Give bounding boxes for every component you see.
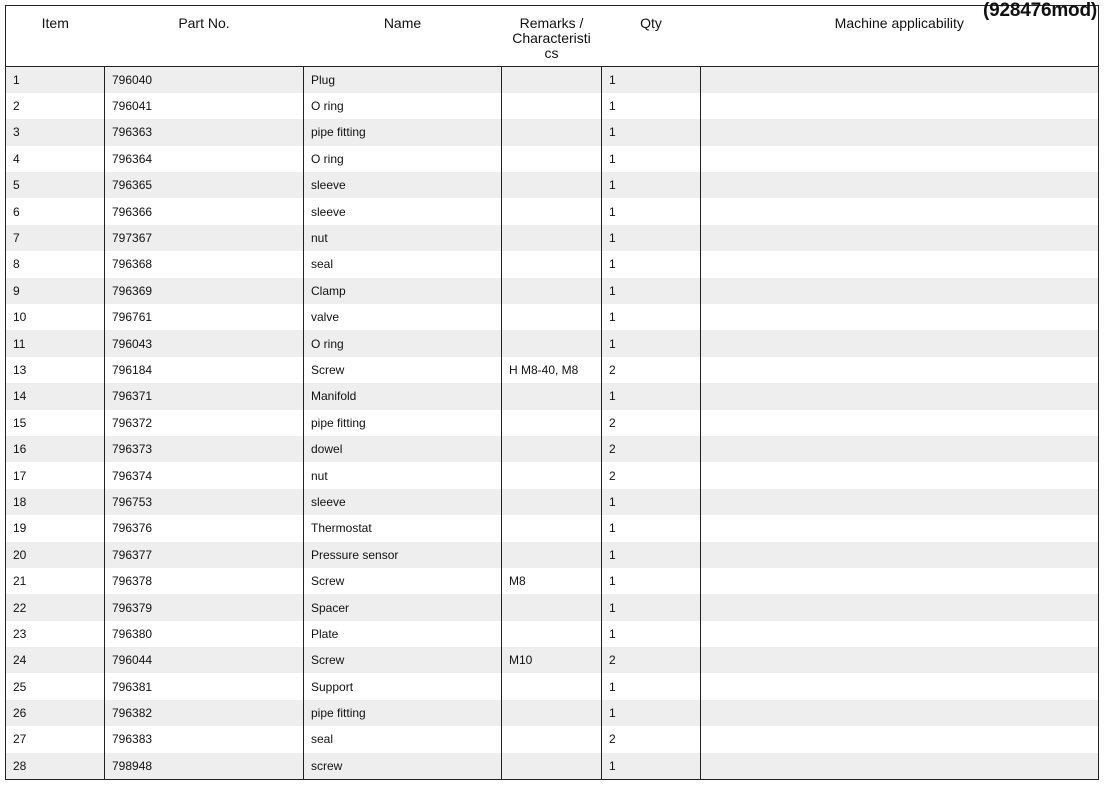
table-row bbox=[6, 410, 1099, 436]
machine-applicability-cell bbox=[701, 594, 1099, 620]
header-row bbox=[6, 6, 1099, 67]
qty-cell: 1 bbox=[602, 568, 701, 594]
remarks-cell bbox=[502, 594, 602, 620]
column-header-qty: Qty bbox=[602, 6, 701, 67]
machine-applicability-cell bbox=[701, 67, 1099, 93]
part-no-cell: 796041 bbox=[105, 93, 304, 119]
machine-applicability-cell bbox=[701, 568, 1099, 594]
qty-cell: 1 bbox=[602, 225, 701, 251]
part-no-cell: 796380 bbox=[105, 621, 304, 647]
name-cell: Clamp bbox=[304, 278, 502, 304]
qty-cell: 1 bbox=[602, 700, 701, 726]
qty-cell: 1 bbox=[602, 146, 701, 172]
name-cell: Thermostat bbox=[304, 515, 502, 541]
table-row bbox=[6, 383, 1099, 409]
table-row bbox=[6, 172, 1099, 198]
part-no-cell: 796184 bbox=[105, 357, 304, 383]
machine-applicability-cell bbox=[701, 726, 1099, 752]
remarks-cell bbox=[502, 621, 602, 647]
table-row bbox=[6, 489, 1099, 515]
qty-cell: 1 bbox=[602, 119, 701, 145]
table-row bbox=[6, 67, 1099, 93]
qty-cell: 2 bbox=[602, 462, 701, 488]
part-no-cell: 796364 bbox=[105, 146, 304, 172]
machine-applicability-cell bbox=[701, 93, 1099, 119]
qty-cell: 2 bbox=[602, 647, 701, 673]
table-row bbox=[6, 146, 1099, 172]
name-cell: seal bbox=[304, 251, 502, 277]
item-cell: 28 bbox=[6, 753, 105, 779]
model-tag: (928476mod) bbox=[983, 0, 1097, 21]
remarks-cell bbox=[502, 278, 602, 304]
qty-cell: 1 bbox=[602, 753, 701, 779]
machine-applicability-cell bbox=[701, 119, 1099, 145]
machine-applicability-cell bbox=[701, 647, 1099, 673]
part-no-cell: 796381 bbox=[105, 673, 304, 699]
table-row bbox=[6, 647, 1099, 673]
remarks-cell bbox=[502, 146, 602, 172]
part-no-cell: 796366 bbox=[105, 198, 304, 224]
remarks-header-line-3: cs bbox=[544, 45, 559, 61]
remarks-cell bbox=[502, 436, 602, 462]
name-cell: dowel bbox=[304, 436, 502, 462]
qty-cell: 1 bbox=[602, 198, 701, 224]
name-cell: sleeve bbox=[304, 198, 502, 224]
remarks-cell bbox=[502, 700, 602, 726]
table-row bbox=[6, 726, 1099, 752]
item-cell: 4 bbox=[6, 146, 105, 172]
qty-cell: 1 bbox=[602, 542, 701, 568]
qty-cell: 1 bbox=[602, 621, 701, 647]
remarks-cell: H M8-40, M8 bbox=[502, 357, 602, 383]
table-row bbox=[6, 542, 1099, 568]
part-no-cell: 798948 bbox=[105, 753, 304, 779]
table-row bbox=[6, 119, 1099, 145]
remarks-cell: M8 bbox=[502, 568, 602, 594]
machine-applicability-cell bbox=[701, 225, 1099, 251]
qty-cell: 1 bbox=[602, 67, 701, 93]
qty-cell: 1 bbox=[602, 251, 701, 277]
part-no-cell: 796365 bbox=[105, 172, 304, 198]
machine-applicability-cell bbox=[701, 251, 1099, 277]
part-no-cell: 796043 bbox=[105, 330, 304, 356]
remarks-cell bbox=[502, 93, 602, 119]
machine-applicability-cell bbox=[701, 410, 1099, 436]
item-cell: 3 bbox=[6, 119, 105, 145]
item-cell: 16 bbox=[6, 436, 105, 462]
name-cell: O ring bbox=[304, 146, 502, 172]
qty-cell: 1 bbox=[602, 673, 701, 699]
machine-applicability-cell bbox=[701, 278, 1099, 304]
name-cell: pipe fitting bbox=[304, 700, 502, 726]
item-cell: 5 bbox=[6, 172, 105, 198]
part-no-cell: 796383 bbox=[105, 726, 304, 752]
machine-applicability-cell bbox=[701, 330, 1099, 356]
name-cell: O ring bbox=[304, 93, 502, 119]
part-no-cell: 796373 bbox=[105, 436, 304, 462]
table-row bbox=[6, 225, 1099, 251]
qty-cell: 1 bbox=[602, 489, 701, 515]
item-cell: 22 bbox=[6, 594, 105, 620]
item-cell: 11 bbox=[6, 330, 105, 356]
column-header-machine-applicability: Machine applicability bbox=[701, 6, 1099, 67]
qty-cell: 2 bbox=[602, 726, 701, 752]
item-cell: 2 bbox=[6, 93, 105, 119]
remarks-cell bbox=[502, 251, 602, 277]
machine-applicability-cell bbox=[701, 753, 1099, 779]
machine-applicability-cell bbox=[701, 542, 1099, 568]
remarks-header-line-1: Remarks / bbox=[519, 15, 584, 31]
name-cell: Screw bbox=[304, 357, 502, 383]
part-no-cell: 797367 bbox=[105, 225, 304, 251]
qty-cell: 1 bbox=[602, 93, 701, 119]
remarks-cell bbox=[502, 489, 602, 515]
item-cell: 13 bbox=[6, 357, 105, 383]
table-row bbox=[6, 621, 1099, 647]
remarks-cell bbox=[502, 225, 602, 251]
part-no-cell: 796044 bbox=[105, 647, 304, 673]
item-cell: 21 bbox=[6, 568, 105, 594]
item-cell: 18 bbox=[6, 489, 105, 515]
remarks-cell: M10 bbox=[502, 647, 602, 673]
table-row bbox=[6, 568, 1099, 594]
name-cell: pipe fitting bbox=[304, 119, 502, 145]
remarks-cell bbox=[502, 753, 602, 779]
name-cell: Manifold bbox=[304, 383, 502, 409]
table-row bbox=[6, 198, 1099, 224]
machine-applicability-cell bbox=[701, 436, 1099, 462]
item-cell: 1 bbox=[6, 67, 105, 93]
item-cell: 19 bbox=[6, 515, 105, 541]
name-cell: valve bbox=[304, 304, 502, 330]
table-row bbox=[6, 357, 1099, 383]
qty-cell: 1 bbox=[602, 278, 701, 304]
item-cell: 26 bbox=[6, 700, 105, 726]
remarks-cell bbox=[502, 304, 602, 330]
column-header-part-no: Part No. bbox=[105, 6, 304, 67]
remarks-cell bbox=[502, 726, 602, 752]
item-cell: 24 bbox=[6, 647, 105, 673]
machine-applicability-cell bbox=[701, 700, 1099, 726]
table-row bbox=[6, 436, 1099, 462]
qty-cell: 2 bbox=[602, 436, 701, 462]
machine-applicability-cell bbox=[701, 198, 1099, 224]
part-no-cell: 796040 bbox=[105, 67, 304, 93]
remarks-cell bbox=[502, 462, 602, 488]
item-cell: 9 bbox=[6, 278, 105, 304]
qty-cell: 2 bbox=[602, 357, 701, 383]
name-cell: screw bbox=[304, 753, 502, 779]
remarks-cell bbox=[502, 198, 602, 224]
machine-applicability-cell bbox=[701, 462, 1099, 488]
name-cell: pipe fitting bbox=[304, 410, 502, 436]
item-cell: 17 bbox=[6, 462, 105, 488]
table-row bbox=[6, 515, 1099, 541]
table-row bbox=[6, 304, 1099, 330]
remarks-cell bbox=[502, 383, 602, 409]
item-cell: 7 bbox=[6, 225, 105, 251]
item-cell: 8 bbox=[6, 251, 105, 277]
table-row bbox=[6, 462, 1099, 488]
name-cell: nut bbox=[304, 225, 502, 251]
part-no-cell: 796382 bbox=[105, 700, 304, 726]
name-cell: Spacer bbox=[304, 594, 502, 620]
remarks-cell bbox=[502, 330, 602, 356]
part-no-cell: 796372 bbox=[105, 410, 304, 436]
column-header-remarks bbox=[502, 6, 602, 67]
item-cell: 27 bbox=[6, 726, 105, 752]
name-cell: Plug bbox=[304, 67, 502, 93]
part-no-cell: 796376 bbox=[105, 515, 304, 541]
name-cell: Pressure sensor bbox=[304, 542, 502, 568]
part-no-cell: 796374 bbox=[105, 462, 304, 488]
part-no-cell: 796753 bbox=[105, 489, 304, 515]
part-no-cell: 796371 bbox=[105, 383, 304, 409]
item-cell: 6 bbox=[6, 198, 105, 224]
parts-table bbox=[5, 5, 1099, 780]
remarks-cell bbox=[502, 119, 602, 145]
qty-cell: 1 bbox=[602, 304, 701, 330]
machine-applicability-cell bbox=[701, 515, 1099, 541]
item-cell: 23 bbox=[6, 621, 105, 647]
table-row bbox=[6, 673, 1099, 699]
table-row bbox=[6, 278, 1099, 304]
machine-applicability-cell bbox=[701, 146, 1099, 172]
table-row bbox=[6, 753, 1099, 779]
item-cell: 25 bbox=[6, 673, 105, 699]
qty-cell: 1 bbox=[602, 594, 701, 620]
qty-cell: 1 bbox=[602, 383, 701, 409]
machine-applicability-cell bbox=[701, 621, 1099, 647]
column-header-item: Item bbox=[6, 6, 105, 67]
remarks-cell bbox=[502, 67, 602, 93]
part-no-cell: 796377 bbox=[105, 542, 304, 568]
part-no-cell: 796378 bbox=[105, 568, 304, 594]
table-row bbox=[6, 700, 1099, 726]
machine-applicability-cell bbox=[701, 489, 1099, 515]
remarks-cell bbox=[502, 410, 602, 436]
remarks-cell bbox=[502, 172, 602, 198]
name-cell: nut bbox=[304, 462, 502, 488]
table-row bbox=[6, 594, 1099, 620]
name-cell: O ring bbox=[304, 330, 502, 356]
part-no-cell: 796368 bbox=[105, 251, 304, 277]
name-cell: seal bbox=[304, 726, 502, 752]
remarks-header-line-2: Characteristi bbox=[512, 30, 591, 46]
item-cell: 20 bbox=[6, 542, 105, 568]
table-header bbox=[6, 6, 1099, 67]
part-no-cell: 796369 bbox=[105, 278, 304, 304]
name-cell: Plate bbox=[304, 621, 502, 647]
name-cell: Screw bbox=[304, 568, 502, 594]
name-cell: sleeve bbox=[304, 489, 502, 515]
machine-applicability-cell bbox=[701, 172, 1099, 198]
part-no-cell: 796761 bbox=[105, 304, 304, 330]
item-cell: 15 bbox=[6, 410, 105, 436]
remarks-cell bbox=[502, 515, 602, 541]
name-cell: Screw bbox=[304, 647, 502, 673]
column-header-name: Name bbox=[304, 6, 502, 67]
qty-cell: 2 bbox=[602, 410, 701, 436]
machine-applicability-cell bbox=[701, 383, 1099, 409]
part-no-cell: 796363 bbox=[105, 119, 304, 145]
remarks-cell bbox=[502, 673, 602, 699]
item-cell: 14 bbox=[6, 383, 105, 409]
table-row bbox=[6, 330, 1099, 356]
qty-cell: 1 bbox=[602, 515, 701, 541]
name-cell: Support bbox=[304, 673, 502, 699]
name-cell: sleeve bbox=[304, 172, 502, 198]
part-no-cell: 796379 bbox=[105, 594, 304, 620]
table-body bbox=[6, 67, 1099, 780]
table-row bbox=[6, 93, 1099, 119]
table-row bbox=[6, 251, 1099, 277]
machine-applicability-cell bbox=[701, 673, 1099, 699]
remarks-cell bbox=[502, 542, 602, 568]
machine-applicability-cell bbox=[701, 357, 1099, 383]
qty-cell: 1 bbox=[602, 172, 701, 198]
machine-applicability-cell bbox=[701, 304, 1099, 330]
qty-cell: 1 bbox=[602, 330, 701, 356]
item-cell: 10 bbox=[6, 304, 105, 330]
